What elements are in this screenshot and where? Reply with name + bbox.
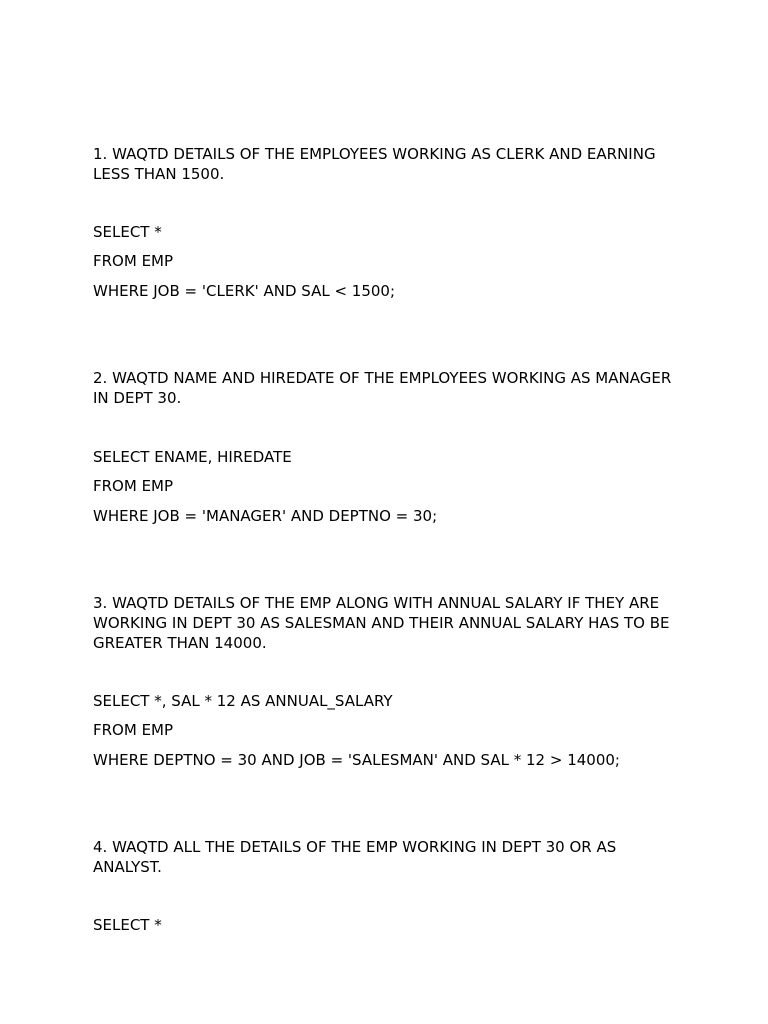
question-2-sql-line-3: WHERE JOB = 'MANAGER' AND DEPTNO = 30; <box>93 507 438 525</box>
question-1-sql-line-1: SELECT * <box>93 223 162 241</box>
question-4-sql-line-1: SELECT * <box>93 916 162 934</box>
question-3-sql-line-1: SELECT *, SAL * 12 AS ANNUAL_SALARY <box>93 692 393 710</box>
question-2-prompt: 2. WAQTD NAME AND HIREDATE OF THE EMPLOYEES WORKING AS MANAGER IN DEPT 30. <box>93 369 672 407</box>
question-3-sql-line-2: FROM EMP <box>93 721 174 739</box>
question-1-sql-line-2: FROM EMP <box>93 252 174 270</box>
question-1-sql-line-3: WHERE JOB = 'CLERK' AND SAL < 1500; <box>93 282 396 300</box>
question-2-sql-line-1: SELECT ENAME, HIREDATE <box>93 448 292 466</box>
question-2-sql-line-2: FROM EMP <box>93 477 174 495</box>
question-3-prompt: 3. WAQTD DETAILS OF THE EMP ALONG WITH ANNUAL SALARY IF THEY ARE WORKING IN DEPT 30 AS SALESMAN AND THEIR ANNUAL SALARY HAS TO BE GREATER THAN 14000. <box>93 594 670 652</box>
question-1-prompt: 1. WAQTD DETAILS OF THE EMPLOYEES WORKING AS CLERK AND EARNING LESS THAN 1500. <box>93 145 656 183</box>
question-3-sql-line-3: WHERE DEPTNO = 30 AND JOB = 'SALESMAN' AND SAL * 12 > 14000; <box>93 751 620 769</box>
question-4-prompt: 4. WAQTD ALL THE DETAILS OF THE EMP WORKING IN DEPT 30 OR AS ANALYST. <box>93 838 617 876</box>
